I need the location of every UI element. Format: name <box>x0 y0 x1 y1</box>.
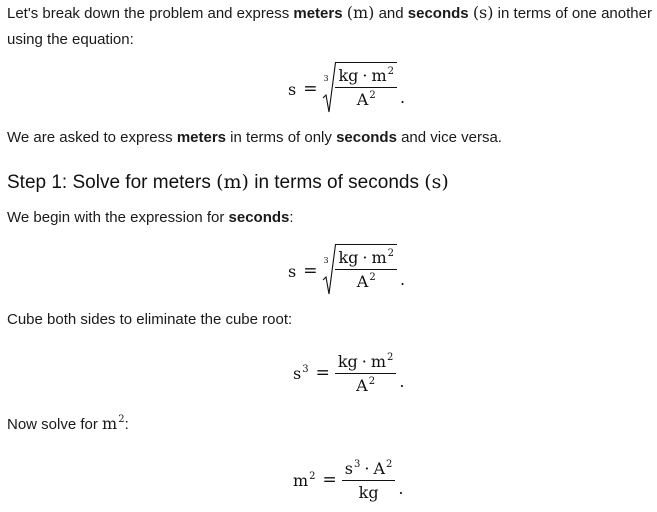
equation-cube-root-1 <box>7 57 652 121</box>
eq4-period: . <box>398 479 404 498</box>
eq2-cube-root <box>322 244 397 298</box>
intro-paragraph <box>7 0 652 53</box>
solve-text: : <box>124 416 129 433</box>
equation-cube-root-2 <box>7 239 652 303</box>
begin-text: We begin with the expression for <box>7 209 229 226</box>
begin-text: : <box>289 209 294 226</box>
eq1-num-kg: kg <box>338 66 359 85</box>
eq3-lhs-exp: 3 <box>302 363 309 375</box>
eq2-equals: = <box>303 261 318 281</box>
cube-text: Cube both sides to eliminate the cube root: <box>7 311 293 328</box>
solve-paragraph <box>7 411 652 438</box>
eq4-lhs-exp: 2 <box>309 470 316 482</box>
equation-m-squared <box>7 448 652 512</box>
eq3-num-m: m <box>370 351 387 371</box>
eq2-root-index: 3 <box>323 256 329 265</box>
eq3-fraction <box>335 352 397 395</box>
eq1-num-exp: 2 <box>387 66 395 77</box>
eq4-den-kg: kg <box>358 482 379 502</box>
eq2-den-exp: 2 <box>369 272 376 283</box>
eq3-lhs-s: s <box>293 363 302 383</box>
solve-math-exp: 2 <box>118 414 125 425</box>
eq3-lhs <box>293 364 309 383</box>
eq1-fraction <box>335 66 397 109</box>
asked-text: in terms of only <box>226 129 337 146</box>
eq2-num-m: m <box>371 248 387 267</box>
cube-paragraph <box>7 307 652 333</box>
step1-text: in terms of seconds <box>248 172 425 193</box>
eq2-num-exp: 2 <box>387 248 395 259</box>
asked-bold-seconds: seconds <box>336 129 397 146</box>
begin-paragraph <box>7 205 652 231</box>
eq1-den-a: A <box>356 90 369 109</box>
asked-text: and vice versa. <box>396 129 502 146</box>
asked-text: We are asked to express <box>7 129 177 146</box>
eq3-period: . <box>399 372 405 391</box>
step-1-heading <box>7 169 652 196</box>
eq2-den-a: A <box>356 272 369 291</box>
intro-math-m: (m) <box>346 3 375 22</box>
intro-math-s: (s) <box>472 3 494 22</box>
begin-bold-seconds: seconds <box>228 209 290 226</box>
eq3-num-kg: kg <box>337 351 358 371</box>
eq4-fraction <box>342 459 396 502</box>
eq1-lhs: s <box>288 79 297 99</box>
intro-bold-meters: meters <box>293 5 343 22</box>
eq1-den-exp: 2 <box>369 90 376 101</box>
eq3-den-exp: 2 <box>368 375 376 387</box>
intro-text: and <box>374 5 408 22</box>
radical-sign-icon <box>322 62 336 116</box>
eq4-lhs <box>293 471 316 490</box>
eq2-num-kg: kg <box>338 248 359 267</box>
eq1-cube-root <box>322 62 397 116</box>
eq2-period: . <box>400 270 406 289</box>
document-content <box>7 0 652 512</box>
eq3-dot: · <box>361 351 367 371</box>
step1-math-m: (m) <box>216 171 249 193</box>
eq2-lhs: s <box>288 261 297 281</box>
solve-text: Now solve for <box>7 416 103 433</box>
eq4-num-s: s <box>344 458 354 478</box>
eq1-equals: = <box>303 79 318 99</box>
eq4-num-a-exp: 2 <box>386 458 393 470</box>
eq4-lhs-m: m <box>293 470 309 490</box>
eq4-equals: = <box>322 470 337 490</box>
step1-math-s: (s) <box>424 171 449 193</box>
eq3-equals: = <box>315 363 330 383</box>
eq4-num-s-exp: 3 <box>354 458 361 470</box>
eq4-dot: · <box>364 458 370 478</box>
asked-paragraph <box>7 125 652 151</box>
radical-sign-icon <box>322 244 336 298</box>
intro-text: in terms of one another using the equation: <box>7 5 652 48</box>
solve-math-m: m <box>102 414 118 433</box>
eq1-dot: · <box>362 66 368 85</box>
eq1-period: . <box>400 88 406 107</box>
asked-bold-meters: meters <box>176 129 227 146</box>
step1-text: Step 1: Solve for meters <box>7 172 217 193</box>
equation-cubed <box>7 341 652 405</box>
intro-bold-seconds: seconds <box>407 5 469 22</box>
eq2-dot: · <box>362 248 368 267</box>
eq1-root-index: 3 <box>323 74 329 83</box>
eq3-den-a: A <box>356 375 368 395</box>
intro-text: Let's break down the problem and express <box>7 5 294 22</box>
eq1-num-m: m <box>371 66 387 85</box>
eq2-fraction <box>335 248 397 291</box>
eq3-num-exp: 2 <box>387 351 394 363</box>
eq4-num-a: A <box>373 458 386 478</box>
solve-math-m2 <box>102 414 125 433</box>
